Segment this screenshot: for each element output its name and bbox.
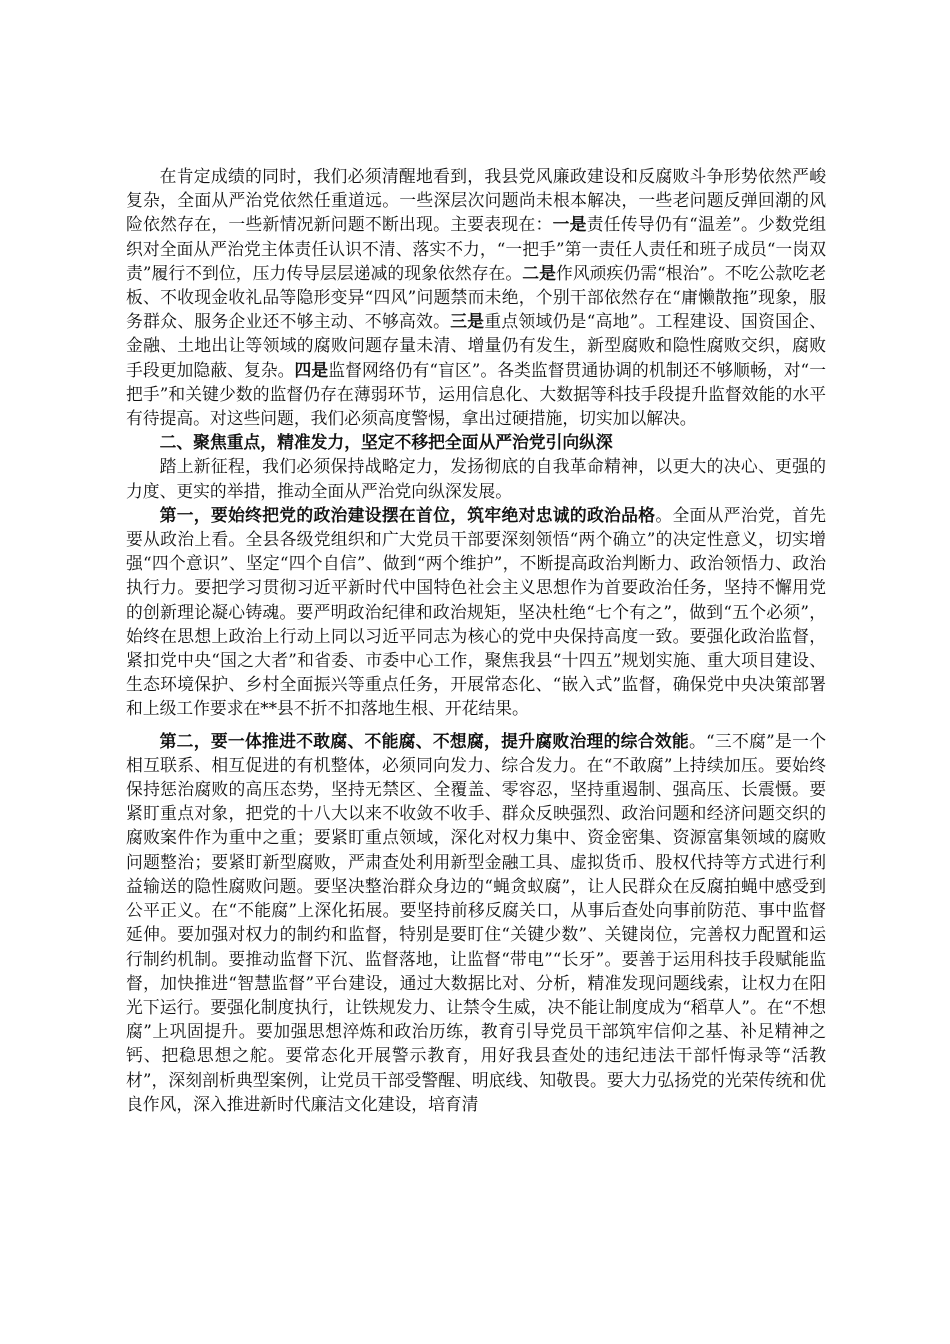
paragraph-gap	[126, 721, 826, 729]
paragraph-first-text: 。全面从严治党，首先要从政治上看。全县各级党组织和广大党员干部要深刻领悟“两个确立”的决定性意义，切实增强“四个意识”、坚定“四个自信”、做到“两个维护”，不断提高政治判断力、政治领悟力、政治执行力。要把学习贯彻习近平新时代中国特色社会主义思想作为首要政治任务，坚持不懈用党的创新理论凝心铸魂。要严明政治纪律和政治规矩，坚决杜绝“七个有之”，做到“五个必须”，始终在思想上政治上行动上同以习近平同志为核心的党中央保持高度一致。要强化政治监督，紧扣党中央“国之大者”和省委、市委中心工作，聚焦我县“十四五”规划实施、重大项目建设、生态环境保护、乡村全面振兴等重点任务，开展常态化、“嵌入式”监督，确保党中央决策部署和上级工作要求在**县不折不扣落地生根、开花结果。	[126, 504, 826, 719]
paragraph-second-lead: 第二，要一体推进不敢腐、不能腐、不想腐，提升腐败治理的综合效能	[159, 730, 689, 751]
section-heading: 二、聚焦重点，精准发力，坚定不移把全面从严治党引向纵深	[159, 432, 613, 453]
paragraph-second	[126, 729, 826, 1116]
lead-marker-3: 三是	[450, 311, 485, 332]
lead-marker-1: 一是	[552, 214, 587, 235]
lead-marker-2: 二是	[522, 262, 556, 283]
paragraph-problems	[126, 164, 826, 430]
document-body	[126, 164, 826, 1116]
paragraph-first	[126, 503, 826, 721]
paragraph-problems-text-2: 责任传导仍有“温差”。少数党组织对全面从严治党主体责任认识不清、落实不力，“一把手”第一责任人责任和班子成员“一岗双责”履行不到位，压力传导层层递减的现象依然存在。	[126, 214, 826, 283]
paragraph-problems-text-4: 重点领域仍是“高地”。工程建设、国资国企、金融、土地出让等领域的腐败问题存量未清、增量仍有发生，新型腐败和隐性腐败交织，腐败手段更加隐蔽、复杂。	[126, 311, 826, 380]
paragraph-first-lead: 第一，要始终把党的政治建设摆在首位，筑牢绝对忠诚的政治品格	[159, 504, 656, 525]
lead-marker-4: 四是	[294, 359, 329, 380]
paragraph-intro-text: 踏上新征程，我们必须保持战略定力，发扬彻底的自我革命精神，以更大的决心、更强的力度、更实的举措，推动全面从严治党向纵深发展。	[126, 456, 826, 501]
paragraph-second-text: 。“三不腐”是一个相互联系、相互促进的有机整体，必须同向发力、综合发力。在“不敢腐”上持续加压。要始终保持惩治腐败的高压态势，坚持无禁区、全覆盖、零容忍，坚持重遏制、强高压、长震慑。要紧盯重点对象，把党的十八大以来不收敛不收手、群众反映强烈、政治问题和经济问题交织的腐败案件作为重中之重；要紧盯重点领域，深化对权力集中、资金密集、资源富集领域的腐败问题整治；要紧盯新型腐败，严肃查处利用新型金融工具、虚拟货币、股权代持等方式进行利益输送的隐性腐败问题。要坚决整治群众身边的“蝇贪蚁腐”，让人民群众在反腐拍蝇中感受到公平正义。在“不能腐”上深化拓展。要坚持前移反腐关口，从事后查处向事前防范、事中监督延伸。要加强对权力的制约和监督，特别是要盯住“关键少数”、关键岗位，完善权力配置和运行制约机制。要推动监督下沉、监督落地，让监督“带电”“长牙”。要善于运用科技手段赋能监督，加快推进“智慧监督”平台建设，通过大数据比对、分析，精准发现问题线索，让权力在阳光下运行。要强化制度执行，让铁规发力、让禁令生威，决不能让制度成为“稻草人”。在“不想腐”上巩固提升。要加强思想淬炼和政治历练，教育引导党员干部筑牢信仰之基、补足精神之钙、把稳思想之舵。要常态化开展警示教育，用好我县查处的违纪违法干部忏悔录等“活教材”，深刻剖析典型案例，让党员干部受警醒、明底线、知敬畏。要大力弘扬党的光荣传统和优良作风，深入推进新时代廉洁文化建设，培育清	[126, 730, 826, 1114]
paragraph-problems-text-1: 在肯定成绩的同时，我们必须清醒地看到，我县党风廉政建设和反腐败斗争形势依然严峻复杂，全面从严治党依然任重道远。一些深层次问题尚未根本解决，一些老问题反弹回潮的风险依然存在，一些新情况新问题不断出现。主要表现在：	[126, 166, 826, 235]
paragraph-problems-text-3: 作风顽疾仍需“根治”。不吃公款吃老板、不收现金收礼品等隐形变异“四风”问题禁而未绝，个别干部依然存在“庸懒散拖”现象，服务群众、服务企业还不够主动、不够高效。	[126, 262, 826, 332]
paragraph-problems-text-5: 监督网络仍有“盲区”。各类监督贯通协调的机制还不够顺畅，对“一把手”和关键少数的监督仍存在薄弱环节，运用信息化、大数据等科技手段提升监督效能的水平有待提高。对这些问题，我们必须高度警惕，拿出过硬措施，切实加以解决。	[126, 359, 826, 429]
paragraph-intro	[126, 454, 826, 502]
